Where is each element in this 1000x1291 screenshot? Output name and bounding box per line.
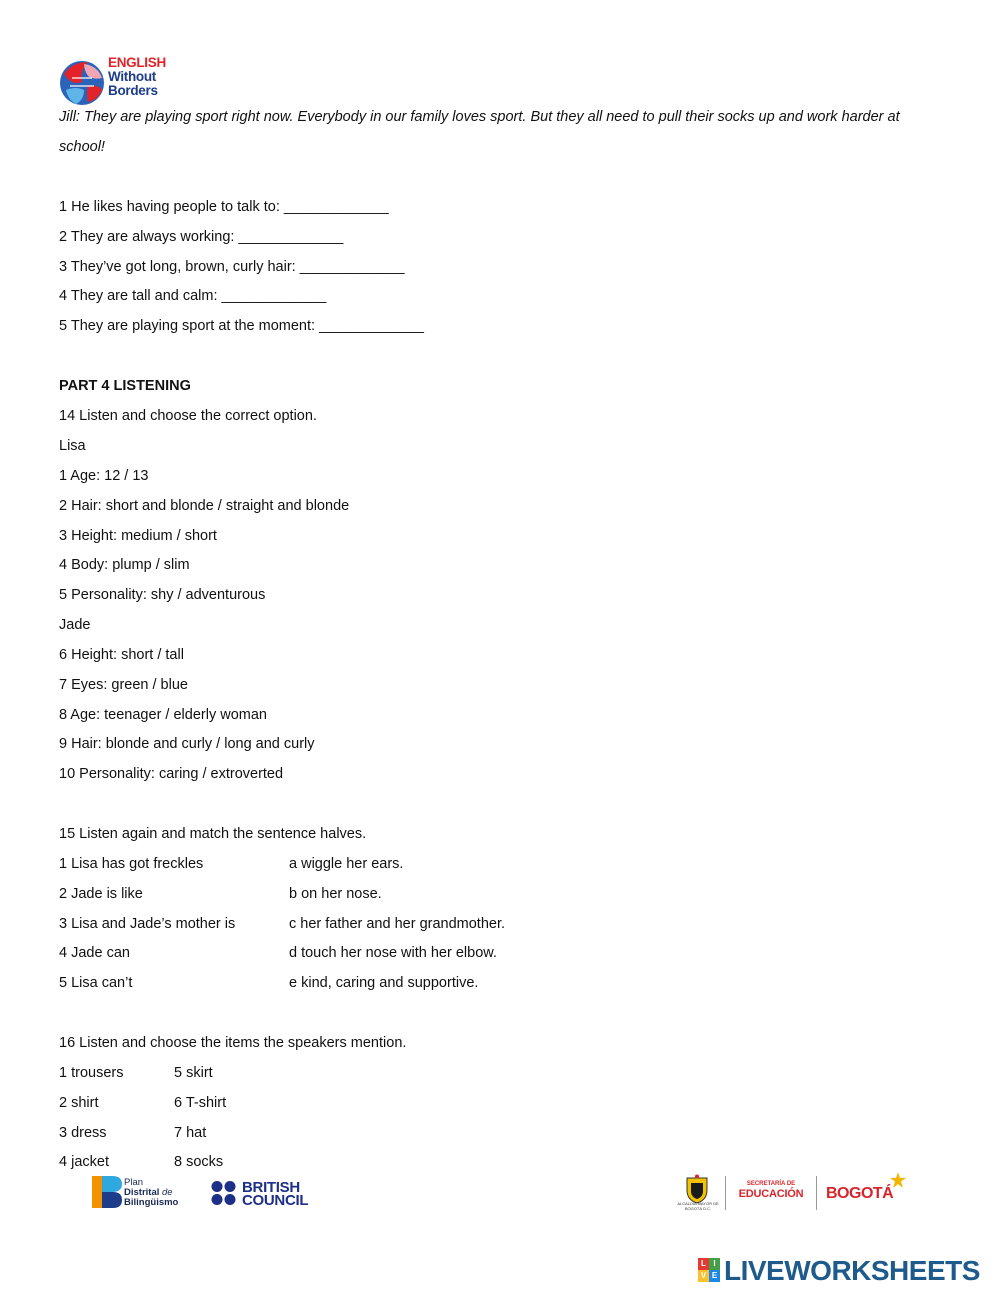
bc-line-1: BRITISH (242, 1179, 300, 1196)
jade-label: Jade (59, 617, 91, 633)
logo-line-english: ENGLISH (108, 55, 166, 70)
footer-right-logos (676, 1170, 916, 1216)
sentence-ending: e kind, caring and supportive. (289, 975, 479, 991)
clothing-item: 3 dress (59, 1125, 107, 1141)
sentence-start: 2 Jade is like (59, 886, 143, 902)
live-letter: V (698, 1270, 709, 1282)
plan-line-2b: de (162, 1187, 173, 1198)
secretaria-wordmark (738, 1181, 804, 1201)
matching-item: 1 He likes having people to talk to: _____________ (59, 199, 389, 215)
globe-logo-icon (58, 56, 106, 108)
footer-separator (725, 1176, 726, 1210)
exercise-15-instruction: 15 Listen again and match the sentence halves. (59, 826, 367, 842)
lisa-item: 5 Personality: shy / adventurous (59, 587, 266, 603)
plan-distrital-icon (92, 1176, 122, 1208)
star-icon (890, 1172, 906, 1188)
sentence-ending: c her father and her grandmother. (289, 916, 506, 932)
clothing-item: 2 shirt (59, 1095, 99, 1111)
clothing-item: 1 trousers (59, 1065, 124, 1081)
clothing-item: 5 skirt (174, 1065, 213, 1081)
bogota-coat-of-arms-icon (684, 1174, 710, 1204)
english-without-borders-logo (58, 56, 170, 108)
lisa-item: 2 Hair: short and blonde / straight and blonde (59, 498, 350, 514)
matching-item: 4 They are tall and calm: _____________ (59, 288, 327, 304)
intro-line-1: Jill: They are playing sport right now. Everybody in our family loves sport. But they all need to pull their socks up and work harder at (59, 109, 900, 125)
sentence-ending: a wiggle her ears. (289, 856, 404, 872)
sentence-start: 3 Lisa and Jade’s mother is (59, 916, 236, 932)
logo-line-without: Without (108, 69, 157, 84)
sentence-ending: d touch her nose with her elbow. (289, 945, 497, 961)
plan-line-3: Bilingüismo (124, 1197, 179, 1208)
alcaldia-text: ALCALDÍA MAYOR DE BOGOTÁ D.C. (677, 1201, 719, 1211)
plan-line-1: Plan (124, 1177, 144, 1188)
matching-item: 3 They’ve got long, brown, curly hair: _____________ (59, 259, 405, 275)
intro-line-2: school! (59, 139, 105, 155)
jade-item: 9 Hair: blonde and curly / long and curly (59, 736, 315, 752)
section-heading: PART 4 LISTENING (59, 378, 191, 394)
logo-wordmark (108, 56, 166, 98)
plan-line-2a: Distrital (124, 1187, 160, 1198)
lisa-item: 1 Age: 12 / 13 (59, 468, 149, 484)
lisa-item: 4 Body: plump / slim (59, 557, 190, 573)
matching-item: 5 They are playing sport at the moment: _____________ (59, 318, 424, 334)
liveworksheets-wordmark: LIVEWORKSHEETS (724, 1255, 980, 1286)
jade-item: 10 Personality: caring / extroverted (59, 766, 284, 782)
sentence-start: 5 Lisa can’t (59, 975, 133, 991)
live-letter-blocks (698, 1258, 720, 1282)
lisa-label: Lisa (59, 438, 86, 454)
clothing-item: 6 T-shirt (174, 1095, 227, 1111)
sentence-start: 1 Lisa has got freckles (59, 856, 204, 872)
clothing-item: 7 hat (174, 1125, 207, 1141)
jade-item: 7 Eyes: green / blue (59, 677, 188, 693)
sec-small: SECRETARÍA DE (746, 1181, 796, 1187)
matching-item: 2 They are always working: _____________ (59, 229, 344, 245)
lisa-item: 3 Height: medium / short (59, 528, 217, 544)
live-letter: L (698, 1258, 709, 1270)
live-letter: E (709, 1270, 720, 1282)
bc-line-2: COUNCIL (242, 1192, 309, 1209)
bogota-wordmark: BOGOTÁ (826, 1185, 894, 1202)
footer-separator (816, 1176, 817, 1210)
british-council-dots-icon (210, 1180, 242, 1206)
exercise-16-instruction: 16 Listen and choose the items the speakers mention. (59, 1035, 407, 1051)
exercise-14-instruction: 14 Listen and choose the correct option. (59, 408, 317, 424)
sentence-ending: b on her nose. (289, 886, 382, 902)
plan-distrital-wordmark (124, 1178, 178, 1208)
logo-line-borders: Borders (108, 83, 158, 98)
jade-item: 8 Age: teenager / elderly woman (59, 707, 267, 723)
live-letter: I (709, 1258, 720, 1270)
sec-big: EDUCACIÓN (738, 1188, 804, 1200)
jade-item: 6 Height: short / tall (59, 647, 184, 663)
british-council-wordmark (242, 1181, 308, 1207)
clothing-item: 8 socks (174, 1154, 224, 1170)
sentence-start: 4 Jade can (59, 945, 130, 961)
clothing-item: 4 jacket (59, 1154, 109, 1170)
